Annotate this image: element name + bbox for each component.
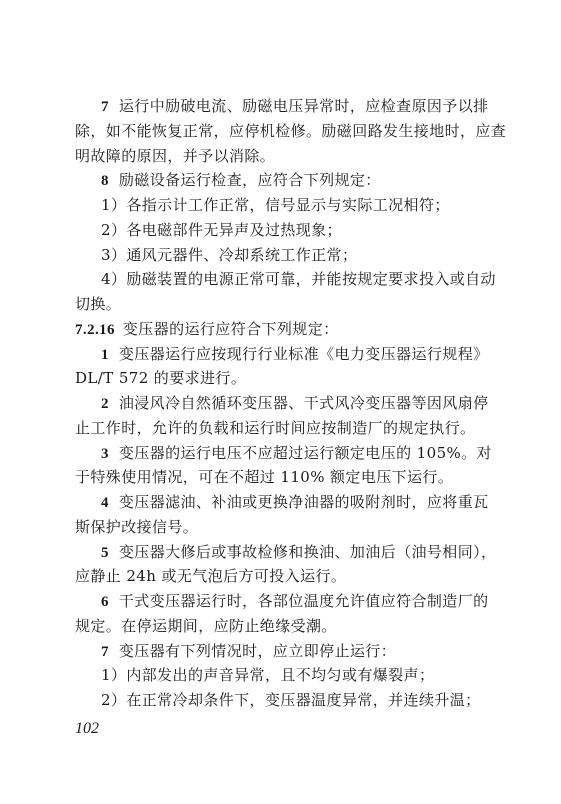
text-line xyxy=(101,96,501,117)
line-text: 斯保护改接信号。 xyxy=(75,518,199,536)
text-line xyxy=(101,690,501,710)
text-line xyxy=(75,368,475,388)
line-text: 干式变压器运行时，各部位温度允许值应符合制造厂的 xyxy=(118,592,489,610)
line-text: 励磁设备运行检查，应符合下列规定： xyxy=(118,171,381,189)
item-number: 3 xyxy=(101,446,109,462)
text-line xyxy=(101,344,501,365)
line-text: 运行中励破电流、励磁电压异常时，应检查原因予以排 xyxy=(118,97,489,115)
line-text: 止工作时，允许的负载和运行时间应按制造厂的规定执行。 xyxy=(75,419,476,437)
line-text: 1）各指示计工作正常，信号显示与实际工况相符； xyxy=(101,196,450,214)
text-line xyxy=(101,591,501,612)
line-text: 变压器的运行电压不应超过运行额定电压的 105%。对 xyxy=(118,444,492,462)
line-text: 变压器大修后或事故检修和换油、加油后（油号相同）， xyxy=(118,543,497,561)
line-text: DL/T 572 的要求进行。 xyxy=(75,369,247,387)
page-number: 102 xyxy=(75,720,99,737)
line-text: 应静止 24h 或无气泡后方可投入运行。 xyxy=(75,567,347,585)
line-text: 除，如不能恢复正常，应停机检修。励磁回路发生接地时，应查 xyxy=(75,122,507,140)
line-text: 3）通风元器件、冷却系统工作正常； xyxy=(101,246,358,264)
text-line xyxy=(101,220,501,240)
item-number: 1 xyxy=(101,347,109,363)
section-number: 7.2.16 xyxy=(75,322,115,338)
text-line xyxy=(75,566,475,586)
text-line xyxy=(75,146,475,166)
line-text: 变压器滤油、补油或更换净油器的吸附剂时，应将重瓦 xyxy=(118,493,489,511)
line-text: 于特殊使用情况，可在不超过 110% 额定电压下运行。 xyxy=(75,468,454,486)
line-text: 变压器运行应按现行行业标准《电力变压器运行规程》 xyxy=(118,345,489,363)
item-number: 8 xyxy=(101,173,109,189)
text-line xyxy=(75,467,475,487)
line-text: 2）各电磁部件无异声及过热现象； xyxy=(101,221,342,239)
line-text: 变压器的运行应符合下列规定： xyxy=(122,320,339,338)
item-number: 4 xyxy=(101,495,109,511)
text-line xyxy=(101,195,501,215)
line-text: 1）内部发出的声音异常，且不均匀或有爆裂声； xyxy=(101,666,435,684)
text-line xyxy=(101,443,501,464)
item-number: 2 xyxy=(101,396,109,412)
item-number: 7 xyxy=(101,99,109,115)
text-line xyxy=(101,269,501,289)
line-text: 明故障的原因，并予以消除。 xyxy=(75,147,276,165)
line-text: 变压器有下列情况时，应立即停止运行： xyxy=(118,642,397,660)
line-text: 2）在正常冷却条件下，变压器温度异常，并连续升温； xyxy=(101,691,481,709)
text-line xyxy=(101,665,501,685)
item-number: 7 xyxy=(101,644,109,660)
text-line xyxy=(75,418,475,438)
text-line xyxy=(75,517,475,537)
text-line xyxy=(75,319,475,340)
text-line xyxy=(75,121,507,141)
item-number: 6 xyxy=(101,594,109,610)
text-line xyxy=(75,294,475,314)
text-line xyxy=(101,641,501,662)
text-line xyxy=(101,170,501,191)
line-text: 切换。 xyxy=(75,295,122,313)
text-line xyxy=(101,542,501,563)
text-line xyxy=(101,245,501,265)
line-text: 4）励磁装置的电源正常可靠，并能按规定要求投入或自动 xyxy=(101,270,496,288)
text-line xyxy=(75,616,475,636)
item-number: 5 xyxy=(101,545,109,561)
line-text: 油浸风冷自然循环变压器、干式风冷变压器等因风扇停 xyxy=(118,394,489,412)
line-text: 规定。在停运期间，应防止绝缘受潮。 xyxy=(75,617,337,635)
text-line xyxy=(101,492,501,513)
text-line xyxy=(101,393,501,414)
